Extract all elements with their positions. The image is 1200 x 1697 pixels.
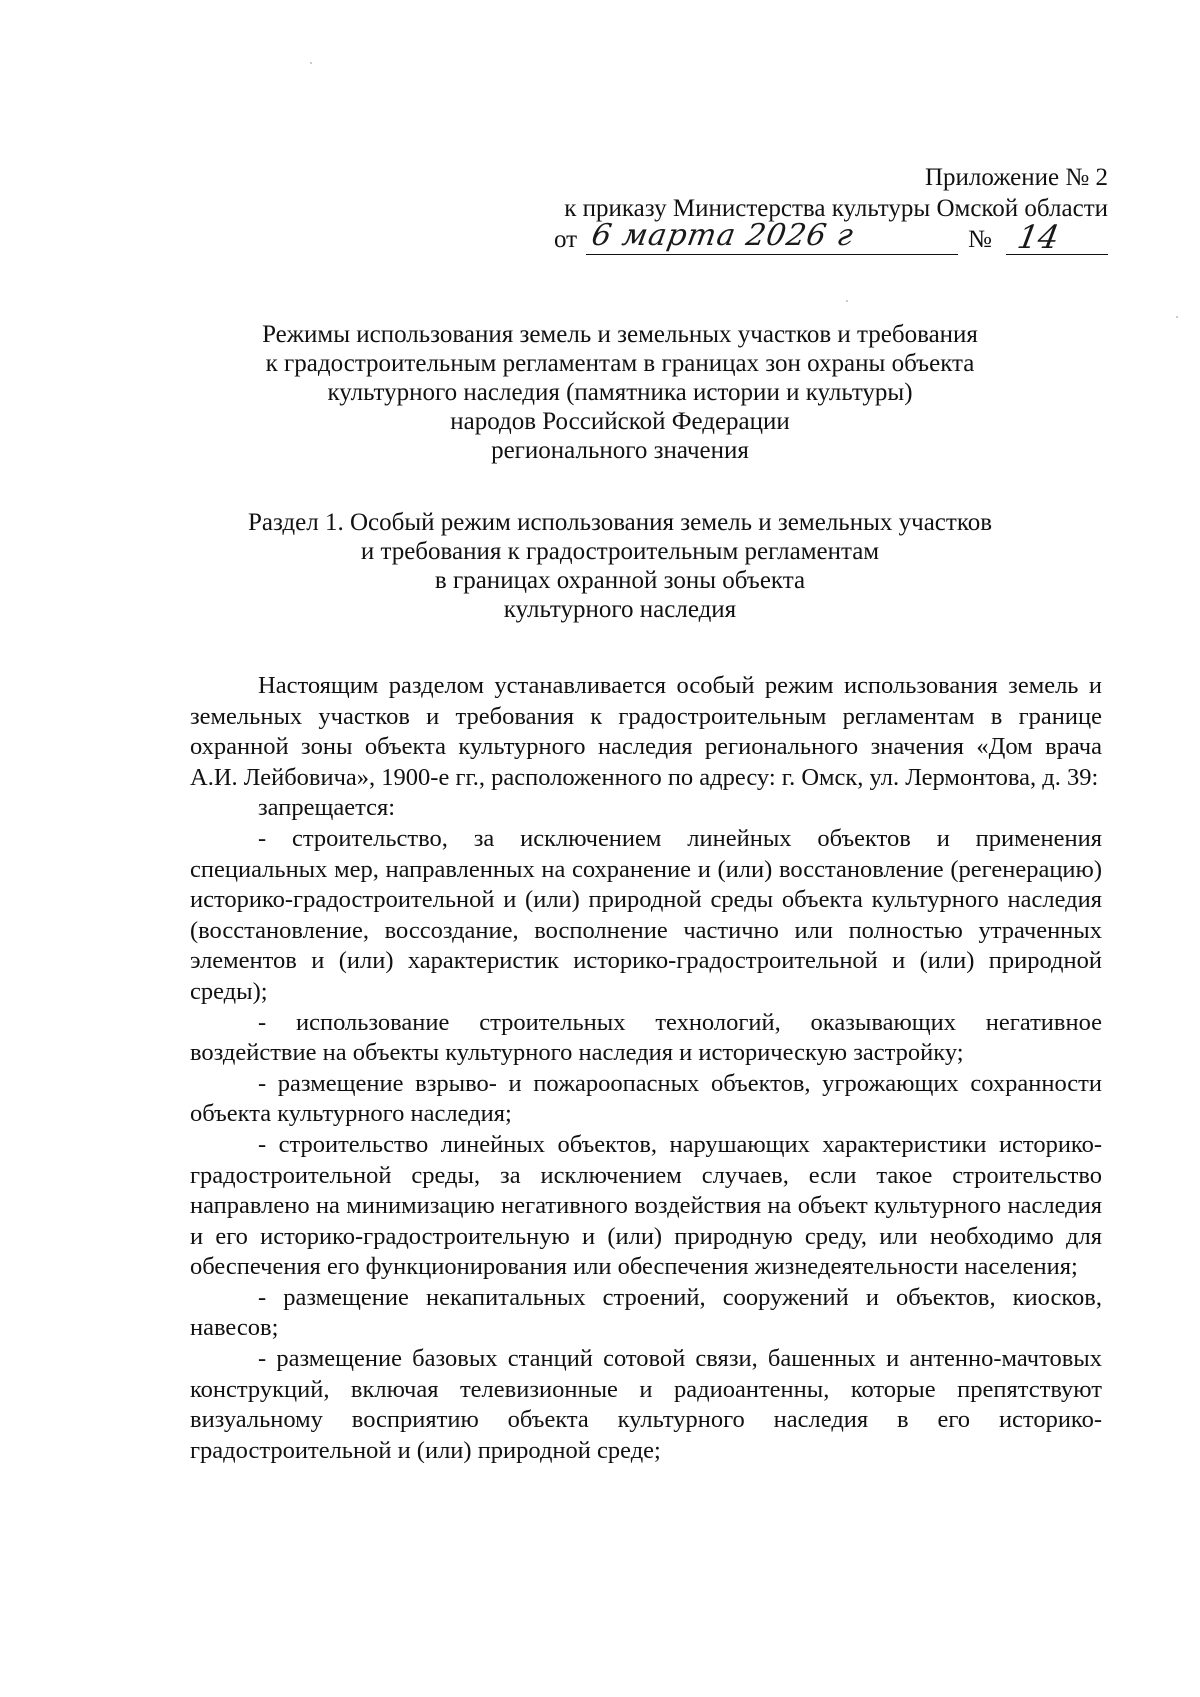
section-title — [200, 508, 1040, 624]
title-line: регионального значения — [491, 437, 749, 464]
title-line: Режимы использования земель и земельных участков и требования — [262, 321, 978, 348]
title-line: народов Российской Федерации — [450, 408, 790, 435]
list-item: - строительство линейных объектов, нарушающих характеристики историко-градостроительной среды, за исключением случаев, если такое строительство направлено на минимизацию негативного воздействия на объект культурного наследия и его историко-градостроительную и (или) природную среду, или необходимо для обеспечения его функционирования или обеспечения жизнедеятельности населения; — [190, 1130, 1102, 1281]
section-title-line: Раздел 1. Особый режим использования земель и земельных участков — [248, 509, 992, 536]
section-title-line: в границах охранной зоны объекта — [434, 567, 806, 594]
list-item: - размещение базовых станций сотовой связи, башенных и антенно-мачтовых конструкций, включая телевизионные и радиоантенны, которые препятствуют визуальному восприятию объекта культурного наследия в его историко-градостроительной и (или) природной среде; — [190, 1345, 1102, 1464]
list-item: - строительство, за исключением линейных объектов и применения специальных мер, направленных на сохранение и (или) восстановление (регенерацию) историко-градостроительной и (или) природной среды объекта культурного наследия (восстановление, воссоздание, восполнение частично или полностью утраченных элементов и (или) характеристик историко-градостроительной и (или) природной среды); — [190, 824, 1102, 1005]
number-label: № — [968, 226, 992, 253]
section-title-line: и требования к градостроительным регламентам — [360, 538, 880, 565]
appendix-header — [564, 162, 1108, 224]
from-label: от — [554, 226, 578, 253]
title-line: к градостроительным регламентам в границах зон охраны объекта — [265, 350, 975, 377]
scan-speck — [310, 62, 312, 64]
document-title — [200, 320, 1040, 465]
section-title-line: культурного наследия — [503, 596, 737, 623]
list-item: - размещение взрыво- и пожароопасных объектов, угрожающих сохранности объекта культурного наследия; — [190, 1069, 1102, 1128]
document-body — [190, 671, 1102, 1466]
handwritten-number: 14 — [1014, 218, 1063, 256]
appendix-number: Приложение № 2 — [924, 164, 1108, 191]
handwritten-date: 6 марта 2026 г — [588, 218, 857, 253]
order-date-number-row — [548, 218, 1108, 258]
title-line: культурного наследия (памятника истории и культуры) — [327, 379, 913, 406]
prohibited-heading: запрещается: — [258, 794, 396, 822]
appendix-order-reference: к приказу Министерства культуры Омской области — [564, 195, 1108, 222]
intro-paragraph: Настоящим разделом устанавливается особый режим использования земель и земельных участков и требования к градостроительным регламентам в границе охранной зоны объекта культурного наследия регионального значения «Дом врача А.И. Лейбовича», 1900-е гг., расположенного по адресу: г. Омск, ул. Лермонтова, д. 39: — [190, 672, 1102, 791]
list-item: - размещение некапитальных строений, сооружений и объектов, киосков, навесов; — [190, 1283, 1102, 1342]
scan-speck — [1176, 316, 1178, 318]
list-item: - использование строительных технологий, оказывающих негативное воздействие на объекты культурного наследия и историческую застройку; — [190, 1008, 1102, 1067]
date-underline — [586, 254, 958, 255]
scan-speck — [846, 300, 848, 302]
number-underline — [1006, 254, 1108, 255]
